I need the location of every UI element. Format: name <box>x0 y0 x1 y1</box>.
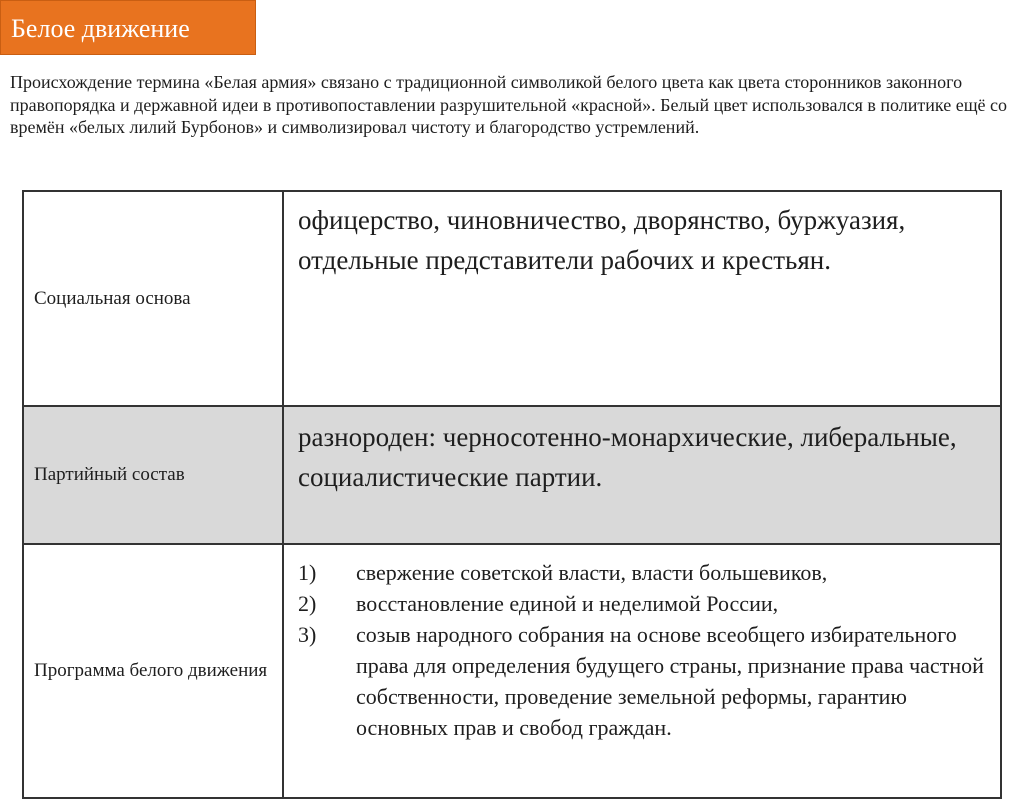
info-table <box>22 190 1002 799</box>
program-item <box>298 619 986 743</box>
program-item-text: созыв народного собрания на основе всеобщего избирательного права для определения будущего страны, признание права частной собственности, проведение земельной реформы, гарантию основных прав и свобод граждан. <box>356 622 984 740</box>
row-label-social-basis: Социальная основа <box>23 191 283 406</box>
row-label-party-composition: Партийный состав <box>23 406 283 544</box>
slide-title: Белое движение <box>0 0 256 55</box>
row-value-program <box>283 544 1001 798</box>
program-item <box>298 588 986 619</box>
row-value-social-basis: офицерство, чиновничество, дворянство, буржуазия, отдельные представители рабочих и крестьян. <box>283 191 1001 406</box>
program-list <box>298 557 986 743</box>
table-row-social-basis <box>23 191 1001 406</box>
program-item-text: восстановление единой и неделимой России, <box>356 591 779 616</box>
program-item <box>298 557 986 588</box>
row-value-party-composition: разнороден: черносотенно-монархические, либеральные, социалистические партии. <box>283 406 1001 544</box>
program-item-number: 2) <box>298 591 317 616</box>
program-item-number: 1) <box>298 560 317 585</box>
program-item-number: 3) <box>298 622 317 647</box>
table-row-program <box>23 544 1001 798</box>
intro-paragraph: Происхождение термина «Белая армия» связано с традиционной символикой белого цвета как цвета сторонников законного правопорядка и державной идеи в противопоставлении разрушительной «красной». Белый цвет использовался в политике ещё со времён «белых лилий Бурбонов» и символизировал чистоту и благородство устремлений. <box>10 72 1008 137</box>
program-item-text: свержение советской власти, власти большевиков, <box>356 560 828 585</box>
row-label-program: Программа белого движения <box>23 544 283 798</box>
table-row-party-composition <box>23 406 1001 544</box>
